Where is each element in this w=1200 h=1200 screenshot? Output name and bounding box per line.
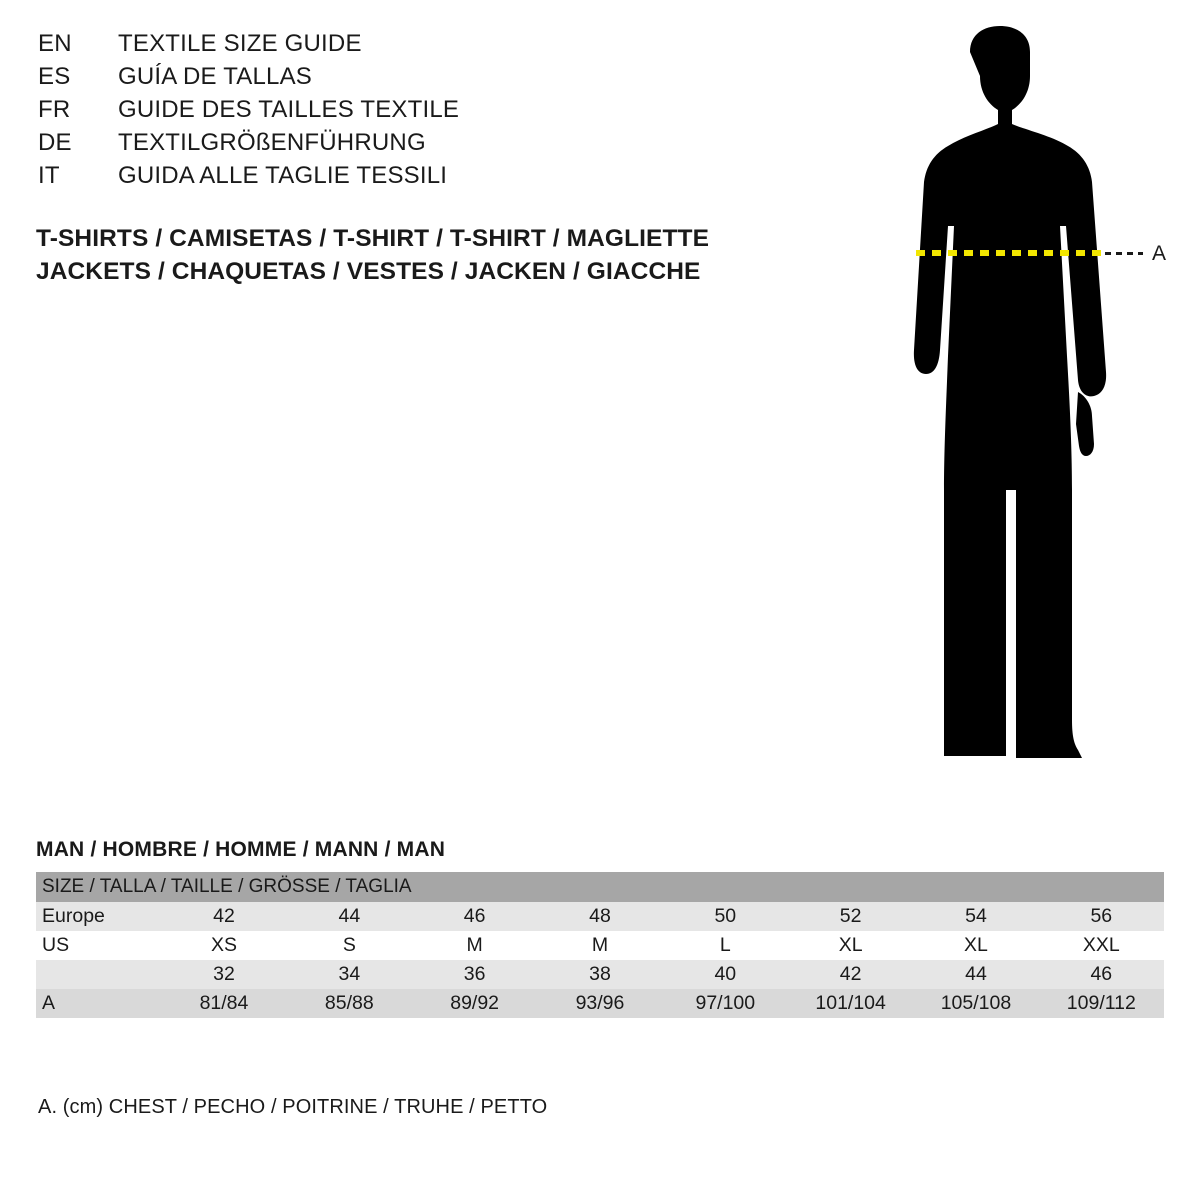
table-row <box>36 989 1164 1018</box>
measurement-footnote: A. (cm) CHEST / PECHO / POITRINE / TRUHE / PETTO <box>38 1096 548 1118</box>
table-cell: XL <box>913 931 1038 960</box>
table-cell: S <box>287 931 412 960</box>
language-row <box>38 129 758 162</box>
size-table <box>36 872 1164 1018</box>
garment-category-list <box>36 222 816 288</box>
row-label: US <box>36 931 161 960</box>
table-cell: 32 <box>161 960 286 989</box>
row-label: A <box>36 989 161 1018</box>
size-header-label: SIZE / TALLA / TAILLE / GRÖSSE / TAGLIA <box>36 872 1164 902</box>
language-title-list <box>38 30 758 195</box>
table-row <box>36 931 1164 960</box>
language-code: ES <box>38 63 71 90</box>
table-cell: 105/108 <box>913 989 1038 1018</box>
table-cell: M <box>537 931 662 960</box>
language-code: FR <box>38 96 71 123</box>
table-cell: 81/84 <box>161 989 286 1018</box>
table-cell: 89/92 <box>412 989 537 1018</box>
table-cell: 48 <box>537 902 662 931</box>
table-cell: 38 <box>537 960 662 989</box>
language-code: IT <box>38 162 60 189</box>
table-cell: 44 <box>913 960 1038 989</box>
row-label <box>36 960 161 989</box>
table-cell: 46 <box>412 902 537 931</box>
garment-category-tshirts: T-SHIRTS / CAMISETAS / T-SHIRT / T-SHIRT / MAGLIETTE <box>36 225 710 252</box>
table-cell: 85/88 <box>287 989 412 1018</box>
table-cell: 52 <box>788 902 913 931</box>
language-title: GUIDA ALLE TAGLIE TESSILI <box>118 162 448 189</box>
table-header-row <box>36 872 1164 902</box>
table-cell: 34 <box>287 960 412 989</box>
language-code: DE <box>38 129 72 156</box>
table-cell: 36 <box>412 960 537 989</box>
language-row <box>38 162 758 195</box>
language-title: TEXTILGRÖßENFÜHRUNG <box>118 129 426 156</box>
language-title: GUIDE DES TAILLES TEXTILE <box>118 96 460 123</box>
table-cell: L <box>663 931 788 960</box>
table-cell: XXL <box>1039 931 1164 960</box>
body-silhouette-figure <box>820 20 1180 790</box>
language-row <box>38 63 758 96</box>
garment-category-jackets: JACKETS / CHAQUETAS / VESTES / JACKEN / GIACCHE <box>36 258 701 285</box>
table-cell: 46 <box>1039 960 1164 989</box>
language-title: GUÍA DE TALLAS <box>118 63 312 90</box>
size-table-block <box>36 838 1164 1018</box>
language-code: EN <box>38 30 72 57</box>
measure-label-a: A <box>1152 242 1167 265</box>
row-label: Europe <box>36 902 161 931</box>
measure-leader-dashes <box>1105 252 1143 255</box>
table-cell: 93/96 <box>537 989 662 1018</box>
table-cell: 50 <box>663 902 788 931</box>
table-cell: 56 <box>1039 902 1164 931</box>
table-cell: 97/100 <box>663 989 788 1018</box>
table-cell: 40 <box>663 960 788 989</box>
table-cell: 54 <box>913 902 1038 931</box>
table-cell: XL <box>788 931 913 960</box>
table-cell: M <box>412 931 537 960</box>
language-row <box>38 30 758 63</box>
table-row <box>36 960 1164 989</box>
table-cell: 42 <box>788 960 913 989</box>
table-cell: 109/112 <box>1039 989 1164 1018</box>
table-cell: XS <box>161 931 286 960</box>
table-cell: 101/104 <box>788 989 913 1018</box>
table-cell: 44 <box>287 902 412 931</box>
table-cell: 42 <box>161 902 286 931</box>
male-silhouette-icon <box>820 20 1180 790</box>
table-row <box>36 902 1164 931</box>
gender-heading: MAN / HOMBRE / HOMME / MANN / MAN <box>36 838 446 861</box>
language-title: TEXTILE SIZE GUIDE <box>118 30 362 57</box>
language-row <box>38 96 758 129</box>
